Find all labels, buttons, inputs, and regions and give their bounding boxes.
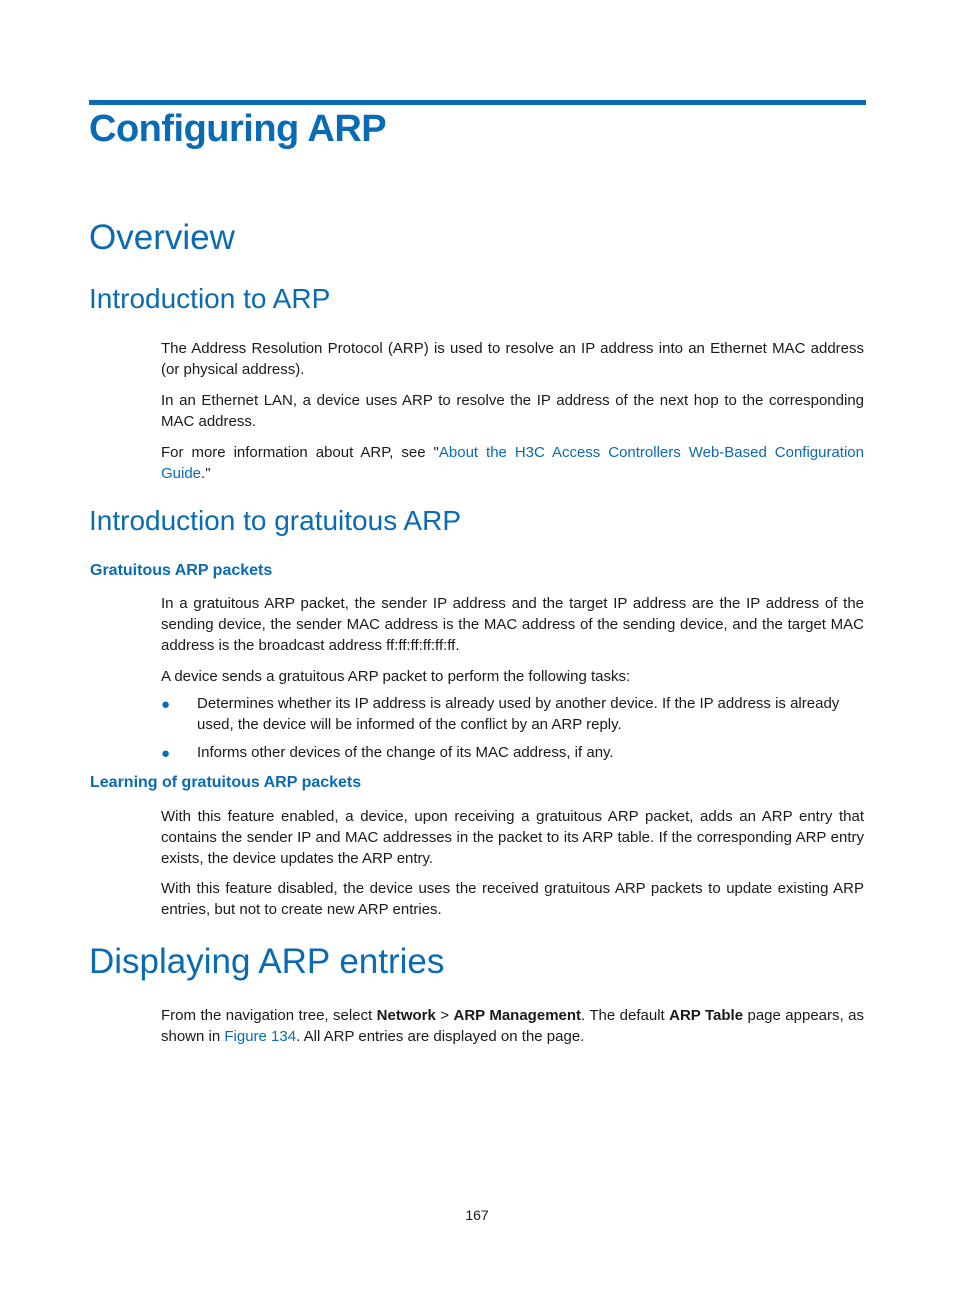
- gratuitous-packets-paragraph-2: A device sends a gratuitous ARP packet to perform the following tasks:: [161, 668, 631, 685]
- intro-arp-heading: Introduction to ARP: [89, 283, 331, 314]
- chapter-rule: [89, 100, 866, 105]
- chapter-title: Configuring ARP: [89, 108, 387, 150]
- guide-link[interactable]: About the H3C Access Controllers Web-Based Configuration Guide: [161, 444, 864, 482]
- intro-arp-paragraph-1: The Address Resolution Protocol (ARP) is used to resolve an IP address into an Ethernet MAC address (or physical address).: [161, 340, 864, 378]
- displaying-text-5: . All ARP entries are displayed on the page.: [296, 1028, 585, 1045]
- overview-heading: Overview: [89, 218, 235, 257]
- displaying-text-3: . The default: [581, 1007, 670, 1024]
- ref-prefix: For more information about ARP, see ": [161, 444, 439, 461]
- displaying-text-1: From the navigation tree, select: [161, 1007, 377, 1024]
- intro-arp-paragraph-2: In an Ethernet LAN, a device uses ARP to resolve the IP address of the next hop to the corresponding MAC address.: [161, 392, 864, 430]
- intro-arp-paragraph-3: [161, 442, 864, 484]
- gratuitous-packets-heading: Gratuitous ARP packets: [90, 562, 273, 579]
- displaying-text-2: >: [435, 1007, 454, 1024]
- ref-suffix: .": [201, 465, 211, 482]
- page-number: 167: [465, 1207, 489, 1223]
- intro-gratuitous-heading: Introduction to gratuitous ARP: [89, 505, 461, 536]
- bullet-item-1: Determines whether its IP address is already used by another device. If the IP address is already used, the device will be informed of the conflict by an ARP reply.: [197, 695, 840, 733]
- figure-link[interactable]: Figure 134: [224, 1028, 297, 1045]
- nav-arp-table: ARP Table: [669, 1007, 744, 1024]
- nav-arp-management: ARP Management: [453, 1007, 582, 1024]
- displaying-paragraph: [161, 1005, 864, 1047]
- learning-paragraph-1: With this feature enabled, a device, upon receiving a gratuitous ARP packet, adds an ARP entry that contains the sender IP and MAC addresses in the packet to its ARP table. If the corresponding ARP entry exists, the device updates the ARP entry.: [161, 808, 864, 867]
- gratuitous-packets-paragraph-1: In a gratuitous ARP packet, the sender IP address and the target IP address are the IP address of the sending device, the sender MAC address is the MAC address of the sending device, and the target MAC address is the broadcast address ff:ff:ff:ff:ff:ff.: [161, 595, 864, 654]
- bullet-dot-icon: ●: [161, 745, 171, 762]
- learning-heading: Learning of gratuitous ARP packets: [90, 774, 362, 791]
- bullet-item-2: Informs other devices of the change of its MAC address, if any.: [197, 744, 614, 761]
- displaying-text-4: page appears, as shown in: [161, 1007, 864, 1045]
- bullet-dot-icon: ●: [161, 696, 171, 713]
- nav-network: Network: [376, 1007, 436, 1024]
- learning-paragraph-2: With this feature disabled, the device uses the received gratuitous ARP packets to update existing ARP entries, but not to create new ARP entries.: [161, 880, 864, 918]
- displaying-heading: Displaying ARP entries: [89, 942, 445, 981]
